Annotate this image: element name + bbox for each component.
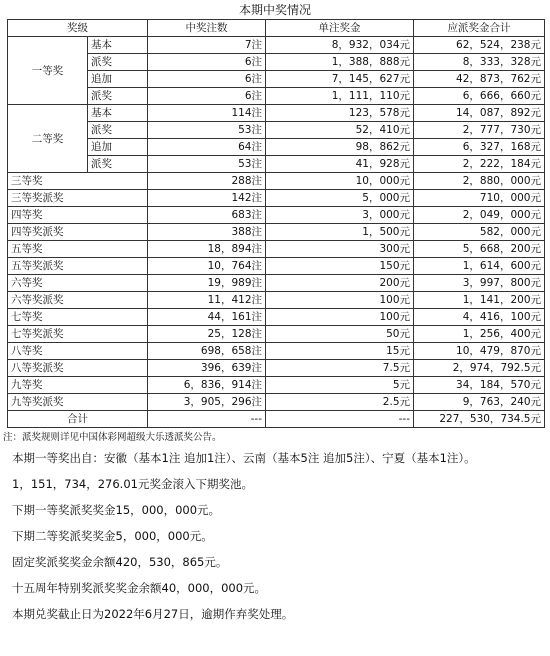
count-cell: 6注 bbox=[148, 71, 266, 88]
single-prize-cell: 300元 bbox=[266, 241, 414, 258]
prize-table bbox=[7, 19, 545, 428]
total-prize-cell: 1，141，200元 bbox=[414, 292, 545, 309]
table-row bbox=[8, 190, 545, 207]
table-row bbox=[8, 377, 545, 394]
paragraph-second-prize-bonus: 下期二等奖派奖奖金5，000，000元。 bbox=[12, 529, 213, 543]
single-prize-cell: 100元 bbox=[266, 309, 414, 326]
single-prize-cell: --- bbox=[266, 411, 414, 428]
total-prize-cell: 2，777，730元 bbox=[414, 122, 545, 139]
total-prize-cell: 2，222，184元 bbox=[414, 156, 545, 173]
page-title: 本期中奖情况 bbox=[238, 3, 311, 17]
table-row bbox=[8, 54, 545, 71]
single-prize-cell: 41，928元 bbox=[266, 156, 414, 173]
total-prize-cell: 4，416，100元 bbox=[414, 309, 545, 326]
total-prize-cell: 2，880，000元 bbox=[414, 173, 545, 190]
level-cell: 七等奖派奖 bbox=[8, 326, 148, 343]
total-prize-cell: 42，873，762元 bbox=[414, 71, 545, 88]
header-single: 单注奖金 bbox=[266, 20, 414, 37]
sub-level-cell: 追加 bbox=[88, 139, 148, 156]
single-prize-cell: 7.5元 bbox=[266, 360, 414, 377]
header-total: 应派奖金合计 bbox=[414, 20, 545, 37]
total-prize-cell: 8，333，328元 bbox=[414, 54, 545, 71]
count-cell: 18，894注 bbox=[148, 241, 266, 258]
table-row bbox=[8, 360, 545, 377]
table-row bbox=[8, 241, 545, 258]
single-prize-cell: 5元 bbox=[266, 377, 414, 394]
count-cell: 288注 bbox=[148, 173, 266, 190]
sub-level-cell: 基本 bbox=[88, 37, 148, 54]
count-cell: 7注 bbox=[148, 37, 266, 54]
paragraph-rollover: 1，151，734，276.01元奖金滚入下期奖池。 bbox=[12, 477, 253, 491]
level-cell: 八等奖派奖 bbox=[8, 360, 148, 377]
table-row bbox=[8, 88, 545, 105]
count-cell: 25，128注 bbox=[148, 326, 266, 343]
table-row bbox=[8, 343, 545, 360]
total-prize-cell: 9，763，240元 bbox=[414, 394, 545, 411]
level-cell: 五等奖派奖 bbox=[8, 258, 148, 275]
total-prize-cell: 3，997，800元 bbox=[414, 275, 545, 292]
count-cell: 683注 bbox=[148, 207, 266, 224]
total-prize-cell: 14，087，892元 bbox=[414, 105, 545, 122]
count-cell: 396，639注 bbox=[148, 360, 266, 377]
single-prize-cell: 2.5元 bbox=[266, 394, 414, 411]
single-prize-cell: 5，000元 bbox=[266, 190, 414, 207]
total-prize-cell: 34，184，570元 bbox=[414, 377, 545, 394]
single-prize-cell: 123，578元 bbox=[266, 105, 414, 122]
total-prize-cell: 1，614，600元 bbox=[414, 258, 545, 275]
level-cell: 八等奖 bbox=[8, 343, 148, 360]
level-cell: 一等奖 bbox=[8, 37, 88, 105]
count-cell: 388注 bbox=[148, 224, 266, 241]
count-cell: 142注 bbox=[148, 190, 266, 207]
total-prize-cell: 10，479，870元 bbox=[414, 343, 545, 360]
count-cell: 44，161注 bbox=[148, 309, 266, 326]
total-prize-cell: 1，256，400元 bbox=[414, 326, 545, 343]
count-cell: 10，764注 bbox=[148, 258, 266, 275]
single-prize-cell: 100元 bbox=[266, 292, 414, 309]
single-prize-cell: 50元 bbox=[266, 326, 414, 343]
count-cell: 114注 bbox=[148, 105, 266, 122]
count-cell: 64注 bbox=[148, 139, 266, 156]
paragraph-deadline: 本期兑奖截止日为2022年6月27日，逾期作弃奖处理。 bbox=[12, 607, 294, 621]
single-prize-cell: 7，145，627元 bbox=[266, 71, 414, 88]
table-row bbox=[8, 122, 545, 139]
level-cell: 二等奖 bbox=[8, 105, 88, 173]
count-cell: 19，989注 bbox=[148, 275, 266, 292]
count-cell: 698，658注 bbox=[148, 343, 266, 360]
count-cell: 6注 bbox=[148, 88, 266, 105]
paragraph-fixed-bonus-balance: 固定奖派奖奖金余额420，530，865元。 bbox=[12, 555, 228, 569]
table-row bbox=[8, 309, 545, 326]
total-label-cell: 合计 bbox=[8, 411, 148, 428]
count-cell: 6注 bbox=[148, 54, 266, 71]
table-row bbox=[8, 139, 545, 156]
table-row bbox=[8, 292, 545, 309]
single-prize-cell: 8，932，034元 bbox=[266, 37, 414, 54]
level-cell: 三等奖 bbox=[8, 173, 148, 190]
sub-level-cell: 追加 bbox=[88, 71, 148, 88]
single-prize-cell: 52，410元 bbox=[266, 122, 414, 139]
sub-level-cell: 派奖 bbox=[88, 88, 148, 105]
total-row bbox=[8, 411, 545, 428]
single-prize-cell: 1，500元 bbox=[266, 224, 414, 241]
single-prize-cell: 10，000元 bbox=[266, 173, 414, 190]
single-prize-cell: 200元 bbox=[266, 275, 414, 292]
count-cell: 53注 bbox=[148, 122, 266, 139]
sub-level-cell: 派奖 bbox=[88, 156, 148, 173]
count-cell: 11，412注 bbox=[148, 292, 266, 309]
table-header-row bbox=[8, 20, 545, 37]
level-cell: 九等奖派奖 bbox=[8, 394, 148, 411]
sub-level-cell: 派奖 bbox=[88, 122, 148, 139]
level-cell: 四等奖 bbox=[8, 207, 148, 224]
single-prize-cell: 98，862元 bbox=[266, 139, 414, 156]
total-prize-cell: 582，000元 bbox=[414, 224, 545, 241]
level-cell: 六等奖 bbox=[8, 275, 148, 292]
level-cell: 六等奖派奖 bbox=[8, 292, 148, 309]
single-prize-cell: 1，388，888元 bbox=[266, 54, 414, 71]
table-row bbox=[8, 156, 545, 173]
single-prize-cell: 3，000元 bbox=[266, 207, 414, 224]
table-row bbox=[8, 37, 545, 54]
total-prize-cell: 62，524，238元 bbox=[414, 37, 545, 54]
table-row bbox=[8, 326, 545, 343]
table-row bbox=[8, 105, 545, 122]
count-cell: 6，836，914注 bbox=[148, 377, 266, 394]
total-prize-cell: 710，000元 bbox=[414, 190, 545, 207]
paragraph-first-prize-bonus: 下期一等奖派奖奖金15，000，000元。 bbox=[12, 503, 221, 517]
footnote: 注：派奖规则详见中国体彩网超级大乐透派奖公告。 bbox=[3, 432, 222, 443]
table-row bbox=[8, 258, 545, 275]
total-prize-cell: 6，666，660元 bbox=[414, 88, 545, 105]
sub-level-cell: 基本 bbox=[88, 105, 148, 122]
header-count: 中奖注数 bbox=[148, 20, 266, 37]
table-row bbox=[8, 275, 545, 292]
level-cell: 七等奖 bbox=[8, 309, 148, 326]
single-prize-cell: 150元 bbox=[266, 258, 414, 275]
count-cell: --- bbox=[148, 411, 266, 428]
paragraph-anniversary-bonus-balance: 十五周年特别奖派奖奖金余额40，000，000元。 bbox=[12, 581, 267, 595]
count-cell: 3，905，296注 bbox=[148, 394, 266, 411]
total-prize-cell: 2，974，792.5元 bbox=[414, 360, 545, 377]
table-row bbox=[8, 207, 545, 224]
single-prize-cell: 15元 bbox=[266, 343, 414, 360]
table-row bbox=[8, 394, 545, 411]
table-row bbox=[8, 71, 545, 88]
level-cell: 四等奖派奖 bbox=[8, 224, 148, 241]
single-prize-cell: 1，111，110元 bbox=[266, 88, 414, 105]
level-cell: 五等奖 bbox=[8, 241, 148, 258]
level-cell: 三等奖派奖 bbox=[8, 190, 148, 207]
total-prize-cell: 227，530，734.5元 bbox=[414, 411, 545, 428]
total-prize-cell: 2，049，000元 bbox=[414, 207, 545, 224]
count-cell: 53注 bbox=[148, 156, 266, 173]
table-row bbox=[8, 224, 545, 241]
total-prize-cell: 5，668，200元 bbox=[414, 241, 545, 258]
total-prize-cell: 6，327，168元 bbox=[414, 139, 545, 156]
paragraph-winners: 本期一等奖出自：安徽（基本1注 追加1注）、云南（基本5注 追加5注）、宁夏（基本1注）。 bbox=[12, 451, 476, 465]
header-level: 奖级 bbox=[8, 20, 148, 37]
level-cell: 九等奖 bbox=[8, 377, 148, 394]
table-row bbox=[8, 173, 545, 190]
sub-level-cell: 派奖 bbox=[88, 54, 148, 71]
